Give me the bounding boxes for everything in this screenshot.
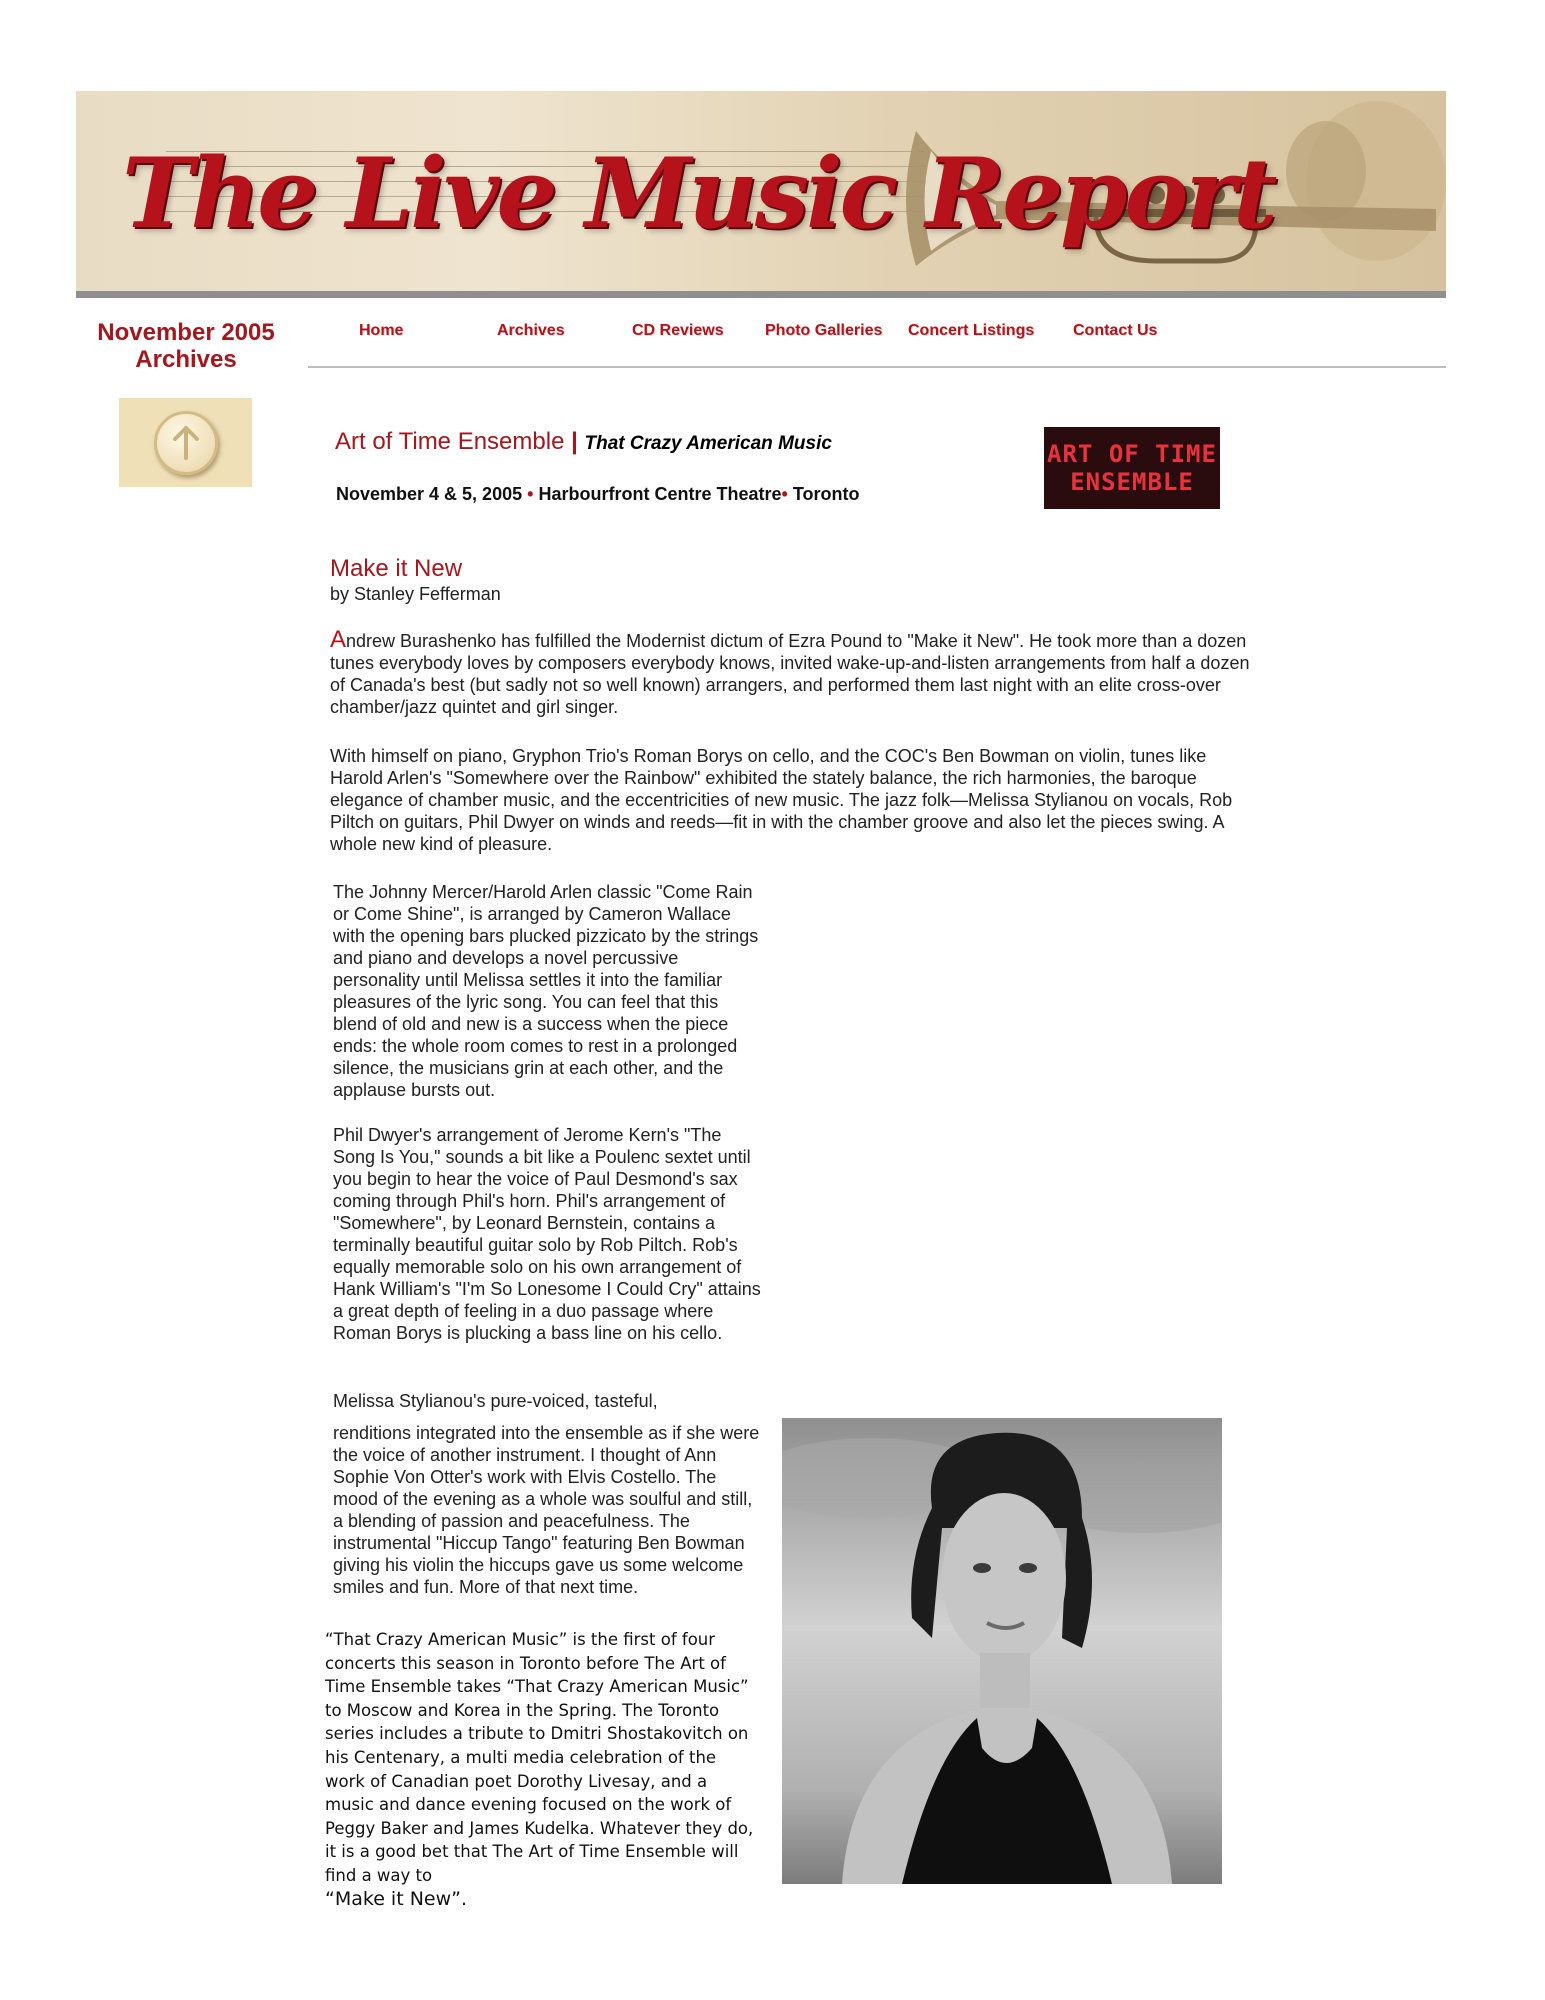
event-city: Toronto — [792, 484, 860, 504]
back-to-top-button[interactable] — [119, 398, 252, 487]
article-paragraph: With himself on piano, Gryphon Trio's Roman Borys on cello, and the COC's Ben Bowman on violin, tunes like Harold Arlen's "Somewhere over the Rainbow" exhibited the stately balance, the rich harmonies, the baroque elegance of chamber music, and the eccentricities of new music. The jazz folk—Melissa Stylianou on vocals, Rob Piltch on guitars, Phil Dwyer on winds and reeds—fit in with the chamber groove and also let the pieces swing. A whole new kind of pleasure. — [330, 746, 1233, 854]
nav-divider — [308, 366, 1446, 368]
site-banner — [76, 91, 1446, 291]
event-date: November 4 & 5, 2005 — [336, 484, 523, 504]
archive-heading: November 2005 Archives — [97, 319, 275, 373]
up-arrow-icon — [154, 411, 218, 475]
ensemble-logo: ART OF TIME ENSEMBLE — [1044, 427, 1220, 509]
article-headline: Make it New — [330, 555, 463, 582]
event-title: Art of Time Ensemble | That Crazy American Music — [335, 428, 832, 455]
event-venue: Harbourfront Centre Theatre — [538, 484, 782, 504]
article-paragraph: The Johnny Mercer/Harold Arlen classic "Come Rain or Come Shine", is arranged by Cameron Wallace with the opening bars plucked pizzicato by the strings and piano and develops a novel percussive personality until Melissa settles it into the familiar pleasures of the lyric song. You can feel that this blend of old and new is a success when the piece ends: the whole room comes to rest in a prolonged silence, the musicians grin at each other, and the applause bursts out. — [333, 882, 759, 1100]
event-details — [336, 484, 859, 505]
nav-contact-us[interactable]: Contact Us — [1073, 322, 1158, 339]
nav-cd-reviews[interactable]: CD Reviews — [632, 322, 724, 339]
singer-photo — [782, 1418, 1222, 1884]
site-logo[interactable]: The Live Music Report — [122, 137, 1275, 250]
article-paragraph: Phil Dwyer's arrangement of Jerome Kern's "The Song Is You," sounds a bit like a Poulenc sextet until you begin to hear the voice of Paul Desmond's sax coming through Phil's horn. Phil's arrangement of "Somewhere", by Leonard Bernstein, contains a terminally beautiful guitar solo by Rob Piltch. Rob's equally memorable solo on his own arrangement of Hank William's "I'm So Lonesome I Could Cry" attains a great depth of feeling in a duo passage where Roman Borys is plucking a bass line on his cello. — [333, 1125, 761, 1343]
nav-home[interactable]: Home — [359, 322, 404, 339]
nav-concert-listings[interactable]: Concert Listings — [908, 322, 1035, 339]
banner-divider — [76, 291, 1446, 298]
event-subtitle: That Crazy American Music — [584, 433, 832, 454]
bullet-icon: • — [781, 484, 788, 504]
article-paragraph: Melissa Stylianou's pure-voiced, tasteful, — [333, 1391, 658, 1411]
drop-cap: A — [330, 626, 347, 653]
article-byline: by Stanley Fefferman — [330, 584, 501, 604]
article-paragraph: renditions integrated into the ensemble as if she were the voice of another instrument. I thought of Ann Sophie Von Otter's work with Elvis Costello. The mood of the evening as a whole was soulful and still, a blending of passion and peacefulness. The instrumental "Hiccup Tango" featuring Ben Bowman giving his violin the hiccups gave us some welcome smiles and fun. More of that next time. — [333, 1423, 760, 1597]
article-paragraph: Andrew Burashenko has fulfilled the Modernist dictum of Ezra Pound to "Make it New". He took more than a dozen tunes everybody loves by composers everybody knows, invited wake-up-and-listen arrangements from half a dozen of Canada's best (but sadly not so well known) arrangers, and performed them last night with an elite cross-over chamber/jazz quintet and girl singer. — [330, 626, 1250, 717]
bullet-icon: • — [527, 484, 534, 504]
nav-photo-galleries[interactable]: Photo Galleries — [765, 322, 883, 339]
article-closing-paragraph: “That Crazy American Music” is the first of four concerts this season in Toronto before The Art of Time Ensemble takes “That Crazy American Music” to Moscow and Korea in the Spring. The Toronto series includes a tribute to Dmitri Shostakovitch on his Centenary, a multi media celebration of the work of Canadian poet Dorothy Livesay, and a music and dance evening focused on the work of Peggy Baker and James Kudelka. Whatever they do, it is a good bet that The Art of Time Ensemble will find a way to “Make it New”. — [325, 1630, 754, 1910]
nav-archives[interactable]: Archives — [497, 322, 565, 339]
